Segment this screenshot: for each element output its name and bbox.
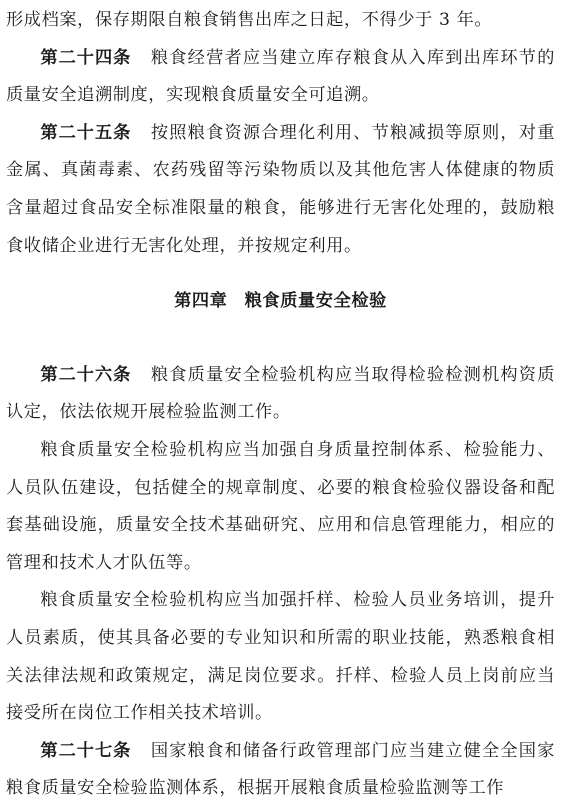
article-number: 第二十六条 — [40, 364, 132, 385]
paragraph-continuation — [6, 2, 555, 40]
article-number: 第二十四条 — [40, 47, 132, 68]
article-26-paragraph-3 — [6, 582, 555, 732]
article-27 — [6, 733, 555, 808]
chapter-heading — [6, 265, 555, 357]
article-text: 按照粮食资源合理化利用、节粮减损等原则，对重金属、真菌毒素、农药残留等污染物质以及其他危害人体健康的物质含量超过食品安全标准限量的粮食，能够进行无害化处理的，鼓励粮食收储企业进行无害化处理，并按规定利用。 — [6, 122, 555, 256]
paragraph-text: 粮食质量安全检验机构应当加强自身质量控制体系、检验能力、人员队伍建设，包括健全的规章制度、必要的粮食检验仪器设备和配套基础设施，质量安全技术基础研究、应用和信息管理能力，相应的管理和技术人才队伍等。 — [6, 439, 555, 573]
article-number: 第二十七条 — [40, 740, 132, 761]
article-26-paragraph-2 — [6, 432, 555, 582]
paragraph-text: 粮食质量安全检验机构应当加强扦样、检验人员业务培训，提升人员素质，使其具备必要的专业知识和所需的职业技能，熟悉粮食相关法律法规和政策规定，满足岗位要求。扦样、检验人员上岗前应当接受所在岗位工作相关技术培训。 — [6, 590, 555, 724]
article-text: 粮食经营者应当建立库存粮食从入库到出库环节的质量安全追溯制度，实现粮食质量安全可追溯。 — [6, 47, 555, 106]
article-24 — [6, 40, 555, 115]
chapter-title: 粮食质量安全检验 — [244, 291, 387, 312]
article-26 — [6, 357, 555, 432]
article-25 — [6, 115, 555, 265]
article-number: 第二十五条 — [40, 122, 132, 143]
paragraph-text: 形成档案，保存期限自粮食销售出库之日起，不得少于 3 年。 — [6, 10, 493, 30]
article-text: 国家粮食和储备行政管理部门应当建立健全全国家粮食质量安全检验监测体系，根据开展粮食质量检验监测等工作 — [6, 740, 555, 799]
chapter-number: 第四章 — [174, 291, 228, 312]
article-text: 粮食质量安全检验机构应当取得检验检测机构资质认定，依法依规开展检验监测工作。 — [6, 364, 555, 423]
